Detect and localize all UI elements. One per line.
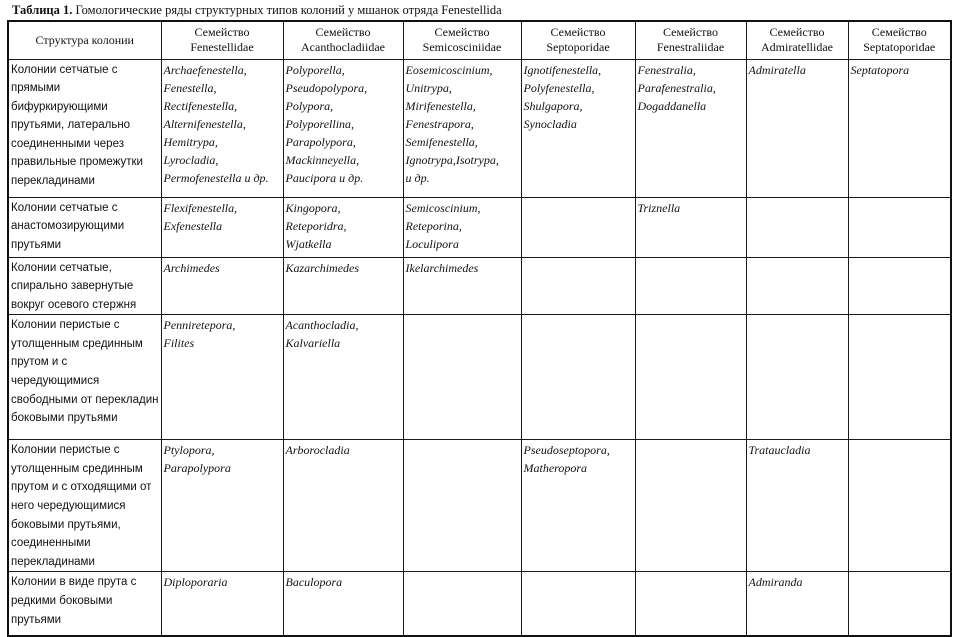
genus-name: Paucipora и др. [285, 170, 364, 185]
caption-text: Гомологические ряды структурных типов колоний у мшанок отряда Fenestellida [72, 3, 502, 17]
table-row [8, 440, 951, 572]
genus-name: Arborocladia [285, 443, 350, 458]
header-family [521, 21, 635, 59]
genus-name: Permofenestella и др. [163, 170, 269, 185]
genus-name: Matheropora [523, 461, 588, 476]
colony-structure-cell: Колонии перистые с утолщенным срединным прутом и с отходящими от него чередующимися боковыми прутьями, соединенными перекладинами [8, 440, 161, 572]
genera-cell [848, 257, 951, 315]
genus-name: Archimedes [163, 260, 220, 275]
genus-name: Fenestrapora, [405, 116, 474, 131]
header-family [283, 21, 403, 59]
genus-name: Triznella [637, 200, 681, 215]
genus-name: Semicoscinium, [405, 200, 481, 215]
colony-structure-cell: Колонии сетчатые с анастомозирующими прутьями [8, 197, 161, 257]
genus-name: Shulgapora, [523, 98, 583, 113]
header-family [403, 21, 521, 59]
genus-name: Polyfenestella, [523, 80, 595, 95]
header-family [746, 21, 848, 59]
family-prefix: Семейство [550, 24, 606, 39]
genera-cell [635, 440, 746, 572]
genus-name: Kalvariella [285, 336, 341, 351]
genera-cell [635, 572, 746, 636]
family-prefix: Семейство [871, 24, 927, 39]
genera-cell [283, 315, 403, 440]
genus-name: Parapolypora [163, 461, 231, 476]
genus-name: Synocladia [523, 116, 577, 131]
genus-name: Acanthocladia, [285, 318, 359, 333]
genera-cell [521, 257, 635, 315]
genus-name: Unitrypa, [405, 80, 452, 95]
genera-cell [403, 315, 521, 440]
genera-cell [848, 572, 951, 636]
table-row [8, 315, 951, 440]
genus-name: Baculopora [285, 575, 343, 590]
header-structure: Структура колонии [8, 21, 161, 59]
header-family [161, 21, 283, 59]
genus-name: Trataucladia [748, 443, 811, 458]
table-row [8, 257, 951, 315]
genus-name: Polyporellina, [285, 116, 355, 131]
colony-structure-cell: Колонии перистые с утолщенным срединным прутом и с чередующимися свободными от перекладин боковыми прутьями [8, 315, 161, 440]
genera-cell [746, 59, 848, 197]
genus-name: Parafenestralia, [637, 80, 716, 95]
genus-name: Ignotrypa,Isotrypa, [405, 152, 499, 167]
genera-cell [521, 315, 635, 440]
genus-name: Reteporidra, [285, 218, 347, 233]
genus-name: Kazarchimedes [285, 260, 360, 275]
header-row [8, 21, 951, 59]
genus-name: Diploporaria [163, 575, 228, 590]
genus-name: Polyporella, [285, 62, 345, 77]
family-prefix: Семейство [434, 24, 490, 39]
genera-cell [283, 257, 403, 315]
genus-name: Dogaddanella [637, 98, 707, 113]
genera-cell [521, 572, 635, 636]
genera-cell [746, 257, 848, 315]
colony-structure-cell: Колонии в виде прута с редкими боковыми прутьями [8, 572, 161, 636]
genera-cell [848, 315, 951, 440]
genera-cell [161, 197, 283, 257]
genera-cell [161, 315, 283, 440]
genus-name: Admiratella [748, 62, 806, 77]
genera-cell [746, 315, 848, 440]
genera-cell [635, 197, 746, 257]
genera-cell [403, 197, 521, 257]
genera-cell [403, 59, 521, 197]
genera-cell [746, 440, 848, 572]
genera-cell [635, 59, 746, 197]
genera-cell [746, 197, 848, 257]
genus-name: Reteporina, [405, 218, 462, 233]
genera-cell [283, 440, 403, 572]
table-row [8, 197, 951, 257]
genera-cell [746, 572, 848, 636]
genera-cell [848, 197, 951, 257]
genus-name: Septatopora [850, 62, 910, 77]
genus-name: Wjatkella [285, 236, 332, 251]
homologous-series-table [7, 20, 952, 637]
colony-structure-cell: Колонии сетчатые с прямыми бифуркирующими прутьями, латерально соединенными через правильные промежутки перекладинами [8, 59, 161, 197]
family-prefix: Семейство [769, 24, 825, 39]
genus-name: Eosemicoscinium, [405, 62, 493, 77]
family-name: Semicosciniidae [422, 40, 502, 55]
genera-cell [161, 572, 283, 636]
table-row [8, 59, 951, 197]
genus-name: Pseudopolypora, [285, 80, 368, 95]
family-name: Septoporidae [546, 40, 610, 55]
genera-cell [283, 572, 403, 636]
genera-cell [283, 59, 403, 197]
genera-cell [403, 572, 521, 636]
genus-name: Alternifenestella, [163, 116, 246, 131]
genus-name: Filites [163, 336, 195, 351]
family-prefix: Семейство [315, 24, 371, 39]
genera-cell [635, 257, 746, 315]
genus-name: Fenestella, [163, 80, 217, 95]
family-prefix: Семейство [663, 24, 718, 39]
genus-name: Semifenestella, [405, 134, 478, 149]
table-row [8, 572, 951, 636]
family-name: Admiratellidae [761, 40, 833, 55]
genus-name: Polypora, [285, 98, 334, 113]
family-name: Acanthocladiidae [301, 40, 385, 55]
genus-name: Loculipora [405, 236, 459, 251]
genus-name: Mackinneyella, [285, 152, 360, 167]
genera-cell [521, 59, 635, 197]
colony-structure-cell: Колонии сетчатые, спирально завернутые вокруг осевого стержня [8, 257, 161, 315]
genus-name: Flexifenestella, [163, 200, 238, 215]
genus-name: Exfenestella [163, 218, 223, 233]
family-name: Fenestraliidae [656, 40, 725, 55]
genus-name: Pseudoseptopora, [523, 443, 610, 458]
genera-cell [161, 59, 283, 197]
genus-name: Admiranda [748, 575, 803, 590]
genera-cell [848, 59, 951, 197]
header-family [635, 21, 746, 59]
genera-cell [403, 440, 521, 572]
genera-cell [848, 440, 951, 572]
family-name: Septatoporidae [863, 40, 936, 55]
caption-label: Таблица 1. [12, 3, 73, 17]
genus-name: Ptylopora, [163, 443, 215, 458]
genera-cell [283, 197, 403, 257]
genera-cell [521, 440, 635, 572]
genus-name: Ikelarchimedes [405, 260, 479, 275]
genera-cell [635, 315, 746, 440]
table-caption [12, 2, 502, 18]
genus-name: Fenestralia, [637, 62, 696, 77]
genera-cell [521, 197, 635, 257]
genus-name: Hemitrypa, [163, 134, 218, 149]
header-family [848, 21, 951, 59]
genus-name: Kingopora, [285, 200, 341, 215]
genus-name: и др. [405, 170, 430, 185]
genus-name: Rectifenestella, [163, 98, 238, 113]
genera-cell [161, 440, 283, 572]
genera-cell [161, 257, 283, 315]
family-name: Fenestellidae [190, 40, 254, 55]
genus-name: Penniretepora, [163, 318, 236, 333]
genus-name: Parapolypora, [285, 134, 356, 149]
genus-name: Mirifenestella, [405, 98, 476, 113]
family-prefix: Семейство [194, 24, 250, 39]
genus-name: Ignotifenestella, [523, 62, 602, 77]
genus-name: Archaefenestella, [163, 62, 247, 77]
genus-name: Lyrocladia, [163, 152, 219, 167]
genera-cell [403, 257, 521, 315]
